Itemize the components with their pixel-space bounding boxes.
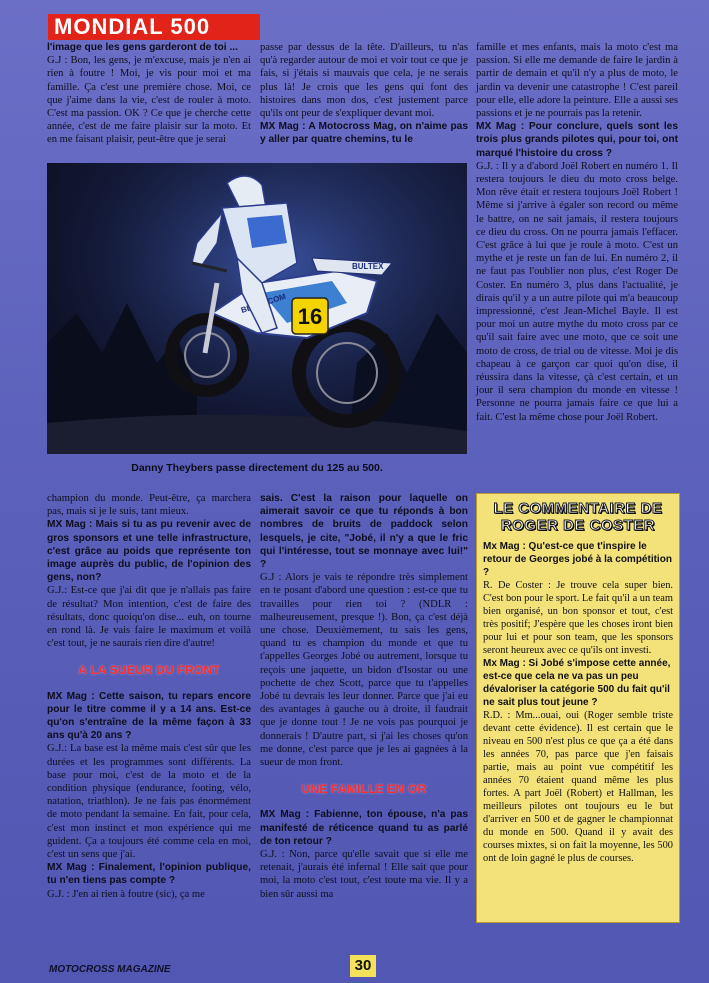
answer: G.J. : Il y a d'abord Joël Robert en numéro 1. Il restera toujours le dieu du moto cross belge. Mon rêve était et restera toujours Joël Robert ! Même si j'arrive à égaler son record ou même le battre, on ne sait jamais, il restera toujours ce dieu du cross. On ne pourra jamais l'effacer. C'est grâce à lui que je roule à moto. C'est un mythe et je reste un fan de lui. En numéro 2, il ne faut pas l'oublier non plus, c'est Roger De Coster. En numéro 3, plus dans l'actualité, je dirais qu'il y a un autre pilote qui m'a beaucoup impressionné, c'est Jean-Michel Bayle. Il est pour moi un autre mythe du moto cross par ce qu'il sait faire avec une moto, que ce soit une moto de cross, de trial ou de vitesse. Moi je dis chapeau à ce garçon car quoi qu'on dise, il réussira dans la vitesse, çà c'est certain, et un jour il sera champion du monde en vitesse ! Personne ne pourra jamais faire ce que lui a fait. C'est la même chose pour Joël Robert. [476, 160, 678, 423]
answer: R.D. : Mm...ouai, oui (Roger semble triste devant cette évidence). Il est certain que le niveau en 500 n'est plus ce que ça a été dans les années 70, pas parce que j'en faisais partie, mais au point vue compétitif les années 70 étaient quand même les plus fortes. A part Joël (Robert) et Hallman, les meilleurs pilotes ont toujours eu le but d'arriver en 500 et de gagner le championnat du monde en 500. Quand il y avait des courses mixtes, si on fait la moyenne, les 500 ont de loin gagné le plus de courses. [483, 710, 673, 864]
question: MX Mag : Mais si tu as pu revenir avec de gros sponsors et une telle infrastructure, c'est grâce au poids que représente ton image auprès du public, de l'opinion des gens, non? [47, 519, 251, 584]
section-header: MONDIAL 500 [48, 14, 260, 40]
question: MX Mag : Finalement, l'opinion publique, tu n'en tiens pas compte ? [47, 862, 251, 887]
motocross-photo [47, 163, 467, 454]
answer: G.J. : Non, parce qu'elle savait que si elle me retenait, j'aurais été infernal ! Elle sait que pour moi, la moto c'est tout, c'est toute ma vie. Il y a bien sûr aussi ma [260, 849, 468, 900]
answer: R. De Coster : Je trouve cela super bien. C'est bon pour le sport. Le fait qu'il a un team bien organisé, un bon sponsor et tout, c'est très positif; J'espère que les choses iront bien pour lui et pour son team, que les sponsors seront heureux avec ce qu'ils ont investi. [483, 580, 673, 656]
answer: G.J : Bon, les gens, je m'excuse, mais je n'en ai rien à foutre ! Moi, je vis pour moi et ma famille. Ça c'est une première chose. Moi, ce que j'aime dans la vie, c'est de rouler à moto. C'est ma passion. OK ? Ce que je cherche cette année, c'est de me faire plaisir sur la moto. Et en me faisant plaisir, peut-être que je serai [47, 55, 251, 146]
magazine-name: MOTOCROSS MAGAZINE [49, 964, 171, 975]
question: Mx Mag : Si Jobé s'impose cette année, est-ce que cela ne va pas un peu dévaloriser la catégorie 500 du fait qu'il ne sait plus tout jeune ? [483, 658, 671, 708]
question: MX Mag : Cette saison, tu repars encore pour le titre comme il y a 14 ans. Est-ce qu'on s'entraîne de la même façon à 33 ans qu'à 20 ans ? [47, 690, 251, 742]
question: MX Mag : Pour conclure, quels sont les trois plus grands pilotes qui, pour toi, ont marqué l'histoire du cross ? [476, 121, 678, 159]
question: MX Mag : Fabienne, ton épouse, n'a pas manifesté de réticence quand tu as parlé de ton retour ? [260, 809, 468, 847]
subheading: UNE FAMILLE EN OR [301, 782, 427, 797]
question: Mx Mag : Qu'est-ce que t'inspire le retour de Georges jobé à la compétition ? [483, 541, 672, 578]
column-1-top [47, 41, 251, 147]
roger-de-coster-box [476, 493, 680, 923]
answer: famille et mes enfants, mais la moto c'est ma passion. Si elle me demande de faire le jardin à partir de demain et qu'il n'y a plus de moto, le jardin va devenir une catastrophe ! C'est pareil pour elle, elle adore la peinture. Elle a aussi ses passions et je ne pourrais pas la retenir. [476, 42, 678, 120]
box-title: LE COMMENTAIRE DE ROGER DE COSTER [493, 500, 663, 534]
answer: champion du monde. Peut-être, ça marchera pas, mais si je le suis, tant mieux. [47, 493, 251, 518]
column-3-top [476, 41, 678, 424]
answer: G.J.: La base est la même mais c'est sûr que les durées et les programmes sont différents. La base pour moi, c'est de la moto et de la condition physique (endurance, footing, vélo, natation, triathlon). Je ne fais pas énormément de moto pendant la semaine. En fait, pour cela, c'est mon instinct et mon expérience qui me guident. Ça a toujours été comme cela en moi, c'est un sens que j'ai. [47, 743, 251, 861]
column-2-bottom [260, 492, 468, 901]
column-1-bottom [47, 492, 251, 901]
answer: G.J. : J'en ai rien à foutre (sic), ça me [47, 888, 205, 900]
page-number: 30 [350, 955, 376, 977]
column-2-top [260, 41, 468, 147]
subheading: A LA SUEUR DU FRONT [78, 663, 220, 678]
question: l'image que les gens garderont de toi ... [47, 42, 238, 53]
number-plate-text: 16 [297, 304, 323, 329]
question: sais. C'est la raison pour laquelle on aimerait savoir ce que tu réponds à bon nombres de bruits de paddock selon lesquels, je cite, "Jobé, il n'y a que le fric qui l'intéresse, tout se monnaye avec lui!" ? [260, 493, 468, 571]
rider-illustration [47, 163, 467, 454]
answer: G.J.: Est-ce que j'ai dit que je n'allais pas faire de résultat? Mon intention, c'est de faire des résultats, donc quoiqu'on dise... euh, on tourne en rond là. Je vais faire le maximum et voilà c'est tout, je ne saurais rien dire d'autre! [47, 585, 251, 650]
answer: G.J : Alors je vais te répondre très simplement en te posant d'abord une question : est-ce que tu travailles pour rien toi ? (NDLR : malheureusement, presque !). Bon, ça c'est déjà une chose. Deuxièmement, tu sais les gens, quand tu es champion du monde et que tu t'appelles Georges Jobé ou autrement, lorsque tu reçois une jaquette, un bidon d'Isostar ou une pochette de chez Scott, parce que tu t'appelles Jobé tu devrais les leur donner. Parce que j'ai eu des avantages à gauche ou à droite, il faudrait que je donne tout ! Je ne vois pas pourquoi je donnerais ! D'autre part, si j'ai les choses qu'on me donne, c'est parce que je les ai gagnées à la sueur de mon front. [260, 572, 468, 769]
answer: passe par dessus de la tête. D'ailleurs, tu n'as qu'à regarder autour de moi et voir tout ce que je fais, si j'étais si mauvais que cela, je ne serais plus là! Je crois que les gens qui font des histoires dans mon dos, c'est justement parce qu'ils ont peur de s'expliquer devant moi. [260, 42, 468, 120]
photo-caption: Danny Theybers passe directement du 125 au 500. [131, 462, 383, 474]
sponsor-decal: BULTEX [352, 262, 384, 271]
question: MX Mag : A Motocross Mag, on n'aime pas y aller par quatre chemins, tu le [260, 121, 468, 146]
